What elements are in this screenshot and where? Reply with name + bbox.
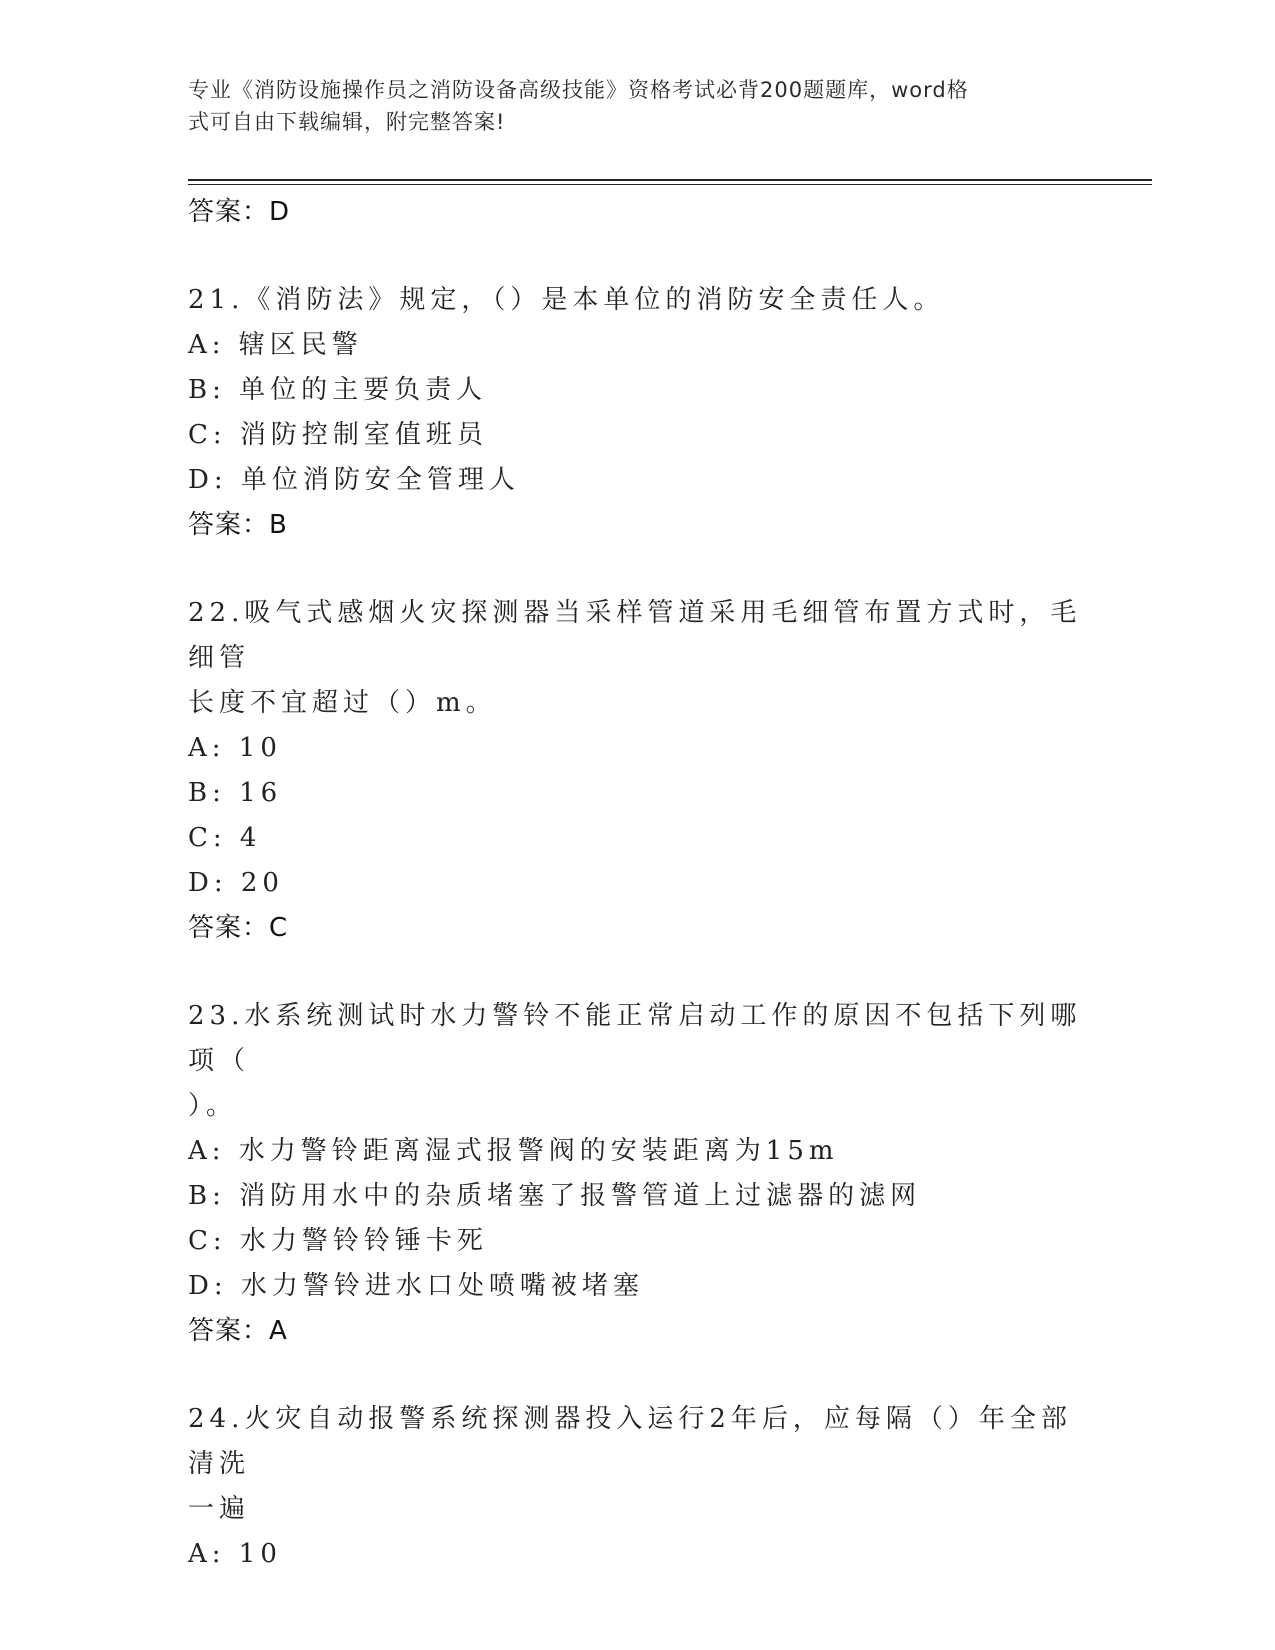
header-line-1: 专业《消防设施操作员之消防设备高级技能》资格考试必背200题题库，word格 — [188, 78, 969, 102]
question-list — [188, 190, 1088, 1577]
question-block — [188, 1397, 1088, 1577]
answer-option: D: 20 — [188, 868, 284, 898]
answer-option: C: 水力警铃铃锤卡死 — [188, 1226, 488, 1256]
answer-option: A: 10 — [188, 1539, 282, 1569]
answer-option: A: 辖区民警 — [188, 330, 363, 360]
question-stem: 一遍 — [188, 1494, 251, 1524]
answer-option: B: 消防用水中的杂质堵塞了报警管道上过滤器的滤网 — [188, 1181, 922, 1211]
answer-option: C: 消防控制室值班员 — [188, 420, 488, 450]
answer-option: D: 水力警铃进水口处喷嘴被堵塞 — [188, 1271, 644, 1301]
question-stem: ）。 — [188, 1091, 238, 1121]
question-block — [188, 994, 1088, 1354]
answer-option: D: 单位消防安全管理人 — [188, 465, 520, 495]
answer-label: 答案：B — [188, 510, 288, 540]
question-stem: 22.吸气式感烟火灾探测器当采样管道采用毛细管布置方式时，毛细管 — [188, 598, 1082, 673]
header-line-2: 式可自由下载编辑，附完整答案! — [188, 110, 506, 134]
question-stem: 23.水系统测试时水力警铃不能正常启动工作的原因不包括下列哪项（ — [188, 1001, 1082, 1076]
answer-option: C: 4 — [188, 823, 262, 853]
question-block — [188, 278, 1088, 548]
answer-option: B: 16 — [188, 778, 283, 808]
header-divider-bottom — [188, 184, 1152, 185]
answer-label: 答案：A — [188, 1316, 288, 1346]
answer-option: A: 10 — [188, 733, 282, 763]
answer-label: 答案：C — [188, 913, 289, 943]
header-divider-top — [188, 179, 1152, 181]
question-block — [188, 591, 1088, 951]
answer-option: B: 单位的主要负责人 — [188, 375, 488, 405]
question-stem: 21.《消防法》规定，（）是本单位的消防安全责任人。 — [188, 285, 945, 315]
question-stem: 长度不宜超过（）m。 — [188, 688, 497, 718]
answer-label: 答案：D — [188, 197, 291, 227]
answer-option: A: 水力警铃距离湿式报警阀的安装距离为15m — [188, 1136, 839, 1166]
document-header — [188, 74, 1068, 138]
question-stem: 24.火灾自动报警系统探测器投入运行2年后，应每隔（）年全部清洗 — [188, 1404, 1072, 1479]
